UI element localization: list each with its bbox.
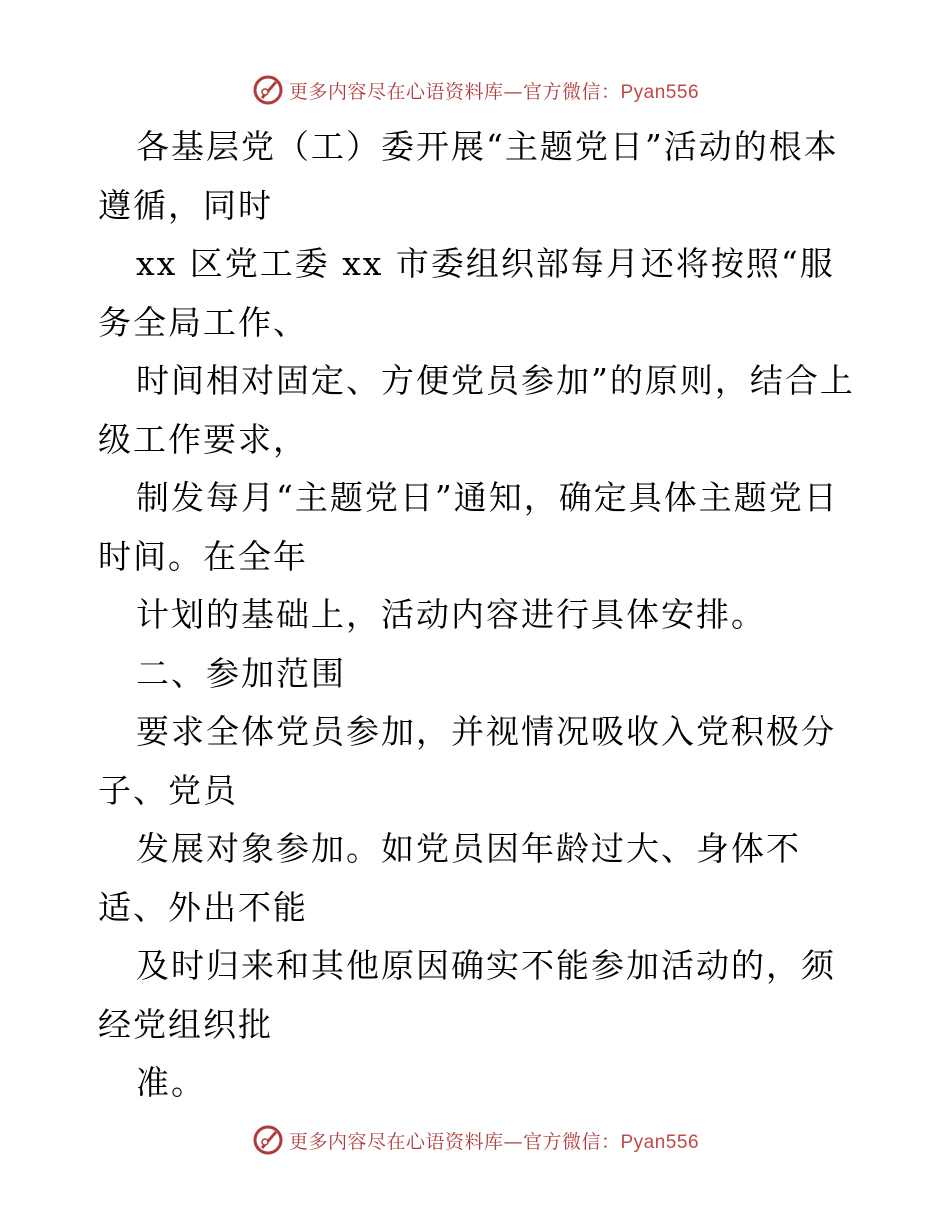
paragraph: 制发每月“主题党日”通知，确定具体主题党日时间。在全年 bbox=[98, 478, 839, 576]
paragraph: 及时归来和其他原因确实不能参加活动的，须经党组织批 bbox=[98, 946, 836, 1044]
paragraph: 时间相对固定、方便党员参加”的原则，结合上级工作要求， bbox=[98, 361, 855, 459]
paragraph: xx 区党工委 xx 市委组织部每月还将按照“服务全局工作、 bbox=[98, 244, 835, 342]
paragraph: 计划的基础上，活动内容进行具体安排。 bbox=[136, 595, 766, 634]
quill-seal-icon bbox=[251, 1123, 285, 1157]
section-heading: 二、参加范围 bbox=[136, 653, 346, 693]
header-watermark-banner bbox=[0, 70, 950, 110]
header-banner-slogan: 更多内容尽在心语资料库—官方微信： bbox=[288, 80, 621, 103]
footer-banner-text bbox=[289, 1127, 699, 1154]
paragraph: 发展对象参加。如党员因年龄过大、身体不适、外出不能 bbox=[98, 829, 801, 927]
quill-seal-icon bbox=[251, 73, 285, 107]
paragraph: 要求全体党员参加，并视情况吸收入党积极分子、党员 bbox=[98, 712, 836, 810]
footer-watermark-banner bbox=[0, 1120, 950, 1160]
footer-banner-account: Pyan556 bbox=[620, 1131, 700, 1153]
header-banner-account: Pyan556 bbox=[620, 81, 700, 103]
footer-banner-slogan: 更多内容尽在心语资料库—官方微信： bbox=[288, 1130, 621, 1153]
paragraph: 各基层党（工）委开展“主题党日”活动的根本遵循，同时 bbox=[98, 127, 839, 225]
header-banner-text bbox=[289, 77, 699, 104]
document-body bbox=[98, 118, 858, 1113]
paragraph: 准。 bbox=[136, 1063, 206, 1102]
